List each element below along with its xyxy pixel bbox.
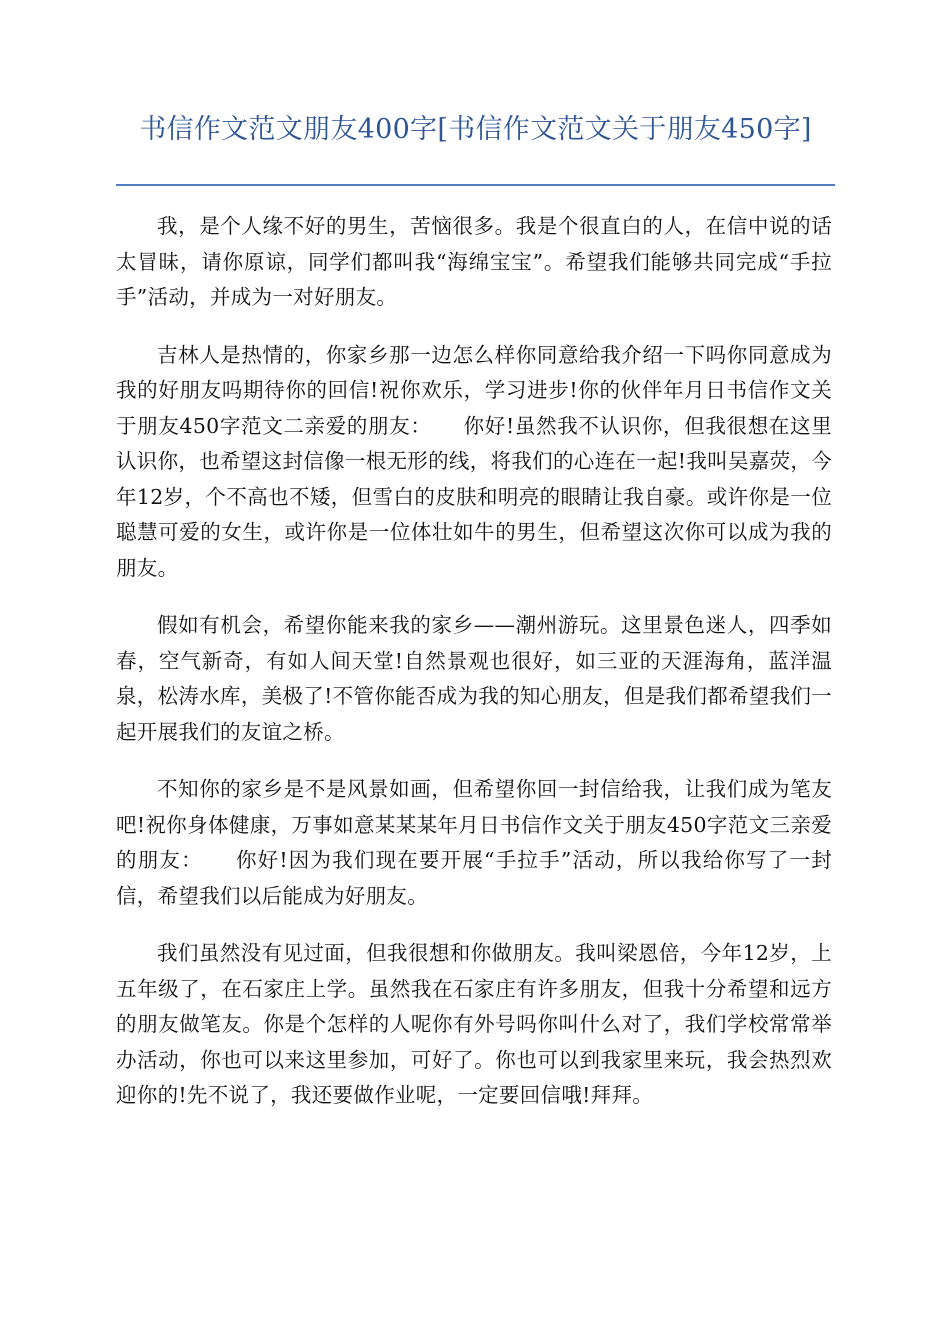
document-title: 书信作文范文朋友400字[书信作文范文关于朋友450字] <box>139 114 812 145</box>
paragraph-2: 吉林人是热情的，你家乡那一边怎么样你同意给我介绍一下吗你同意成为我的好朋友吗期待你的回信!祝你欢乐，学习进步!你的伙伴年月日书信作文关于朋友450字范文二亲爱的朋友： 你好!虽然我不认识你，但我很想在这里认识你，也希望这封信像一根无形的线，将我们的心连在一起!我叫吴嘉荧，今年12岁，个不高也不矮，但雪白的皮肤和明亮的眼睛让我自豪。或许你是一位聪慧可爱的女生，或许你是一位体壮如牛的男生，但希望这次你可以成为我的朋友。 <box>116 342 832 580</box>
paragraph-5: 我们虽然没有见过面，但我很想和你做朋友。我叫梁恩倍，今年12岁，上五年级了，在石家庄上学。虽然我在石家庄有许多朋友，但我十分希望和远方的朋友做笔友。你是个怎样的人呢你有外号吗你叫什么对了，我们学校常常举办活动，你也可以来这里参加，可好了。你也可以到我家里来玩，我会热烈欢迎你的!先不说了，我还要做作业呢，一定要回信哦!拜拜。 <box>116 941 832 1107</box>
paragraph-4: 不知你的家乡是不是风景如画，但希望你回一封信给我，让我们成为笔友吧!祝你身体健康，万事如意某某某年月日书信作文关于朋友450字范文三亲爱的朋友： 你好!因为我们现在要开展“手拉手”活动，所以我给你写了一封信，希望我们以后能成为好朋友。 <box>116 777 832 908</box>
paragraph-3: 假如有机会，希望你能来我的家乡——潮州游玩。这里景色迷人，四季如春，空气新奇，有如人间天堂!自然景观也很好，如三亚的天涯海角，蓝洋温泉，松涛水库，美极了!不管你能否成为我的知心朋友，但是我们都希望我们一起开展我们的友谊之桥。 <box>116 613 832 744</box>
paragraph-1: 我，是个人缘不好的男生，苦恼很多。我是个很直白的人，在信中说的话太冒昧，请你原谅，同学们都叫我“海绵宝宝”。希望我们能够共同完成“手拉手”活动，并成为一对好朋友。 <box>116 214 832 309</box>
document-body <box>116 209 832 1136</box>
title-block <box>116 112 835 148</box>
title-underline <box>116 184 835 186</box>
